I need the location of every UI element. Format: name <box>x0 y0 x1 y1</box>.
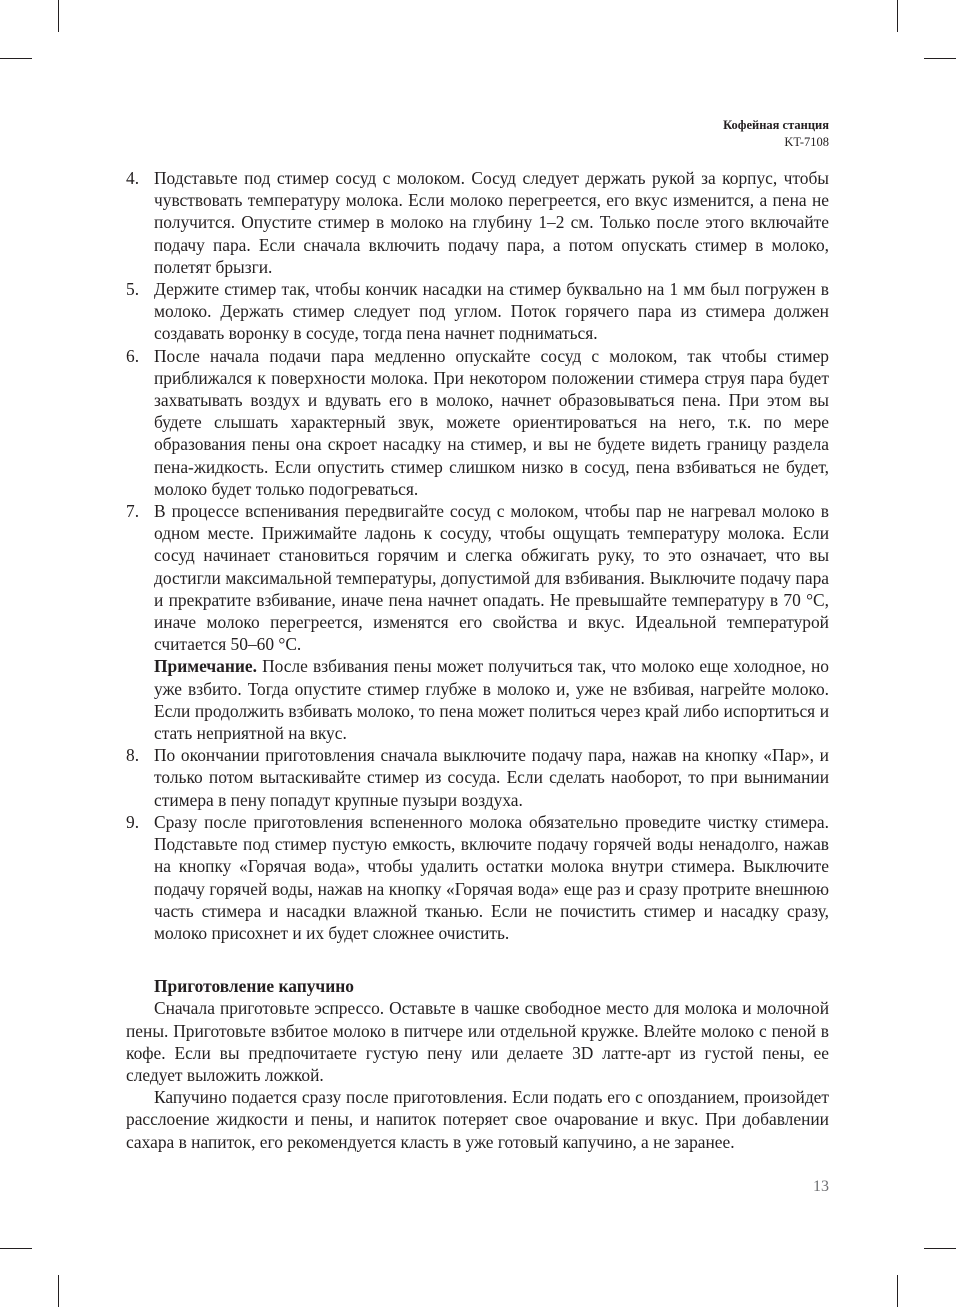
crop-mark-top-right-h <box>924 58 956 59</box>
header-model: KT-7108 <box>784 135 829 149</box>
step-text: Сразу после приготовления вспененного молока обязательно проведите чистку стимера. Подставьте под стимер пустую емкость, включите подачу горячей воды ненадолго, нажав на кнопку «Горячая вода», чтобы удалить остатки молока внутри стимера. Выключите подачу горячей воды, нажав на кнопку «Горячая вода» еще раз и сразу протрите внешнюю часть стимера и насадки влажной тканью. Если не почистить стимер и насадку сразу, молоко присохнет и их будет сложнее очистить. <box>154 811 829 943</box>
list-item <box>126 744 829 811</box>
step-text: В процессе вспенивания передвигайте сосуд с молоком, чтобы пар не нагревал молоко в одном месте. Прижимайте ладонь к сосуду, чтобы ощущать температуру молока. Если сосуд начинает становиться горячим и слегка обжигать руку, то это означает, что вы достигли максимальной температуры, допустимой для взбивания. Выключите подачу пара и прекратите взбивание, иначе пена начнет опадать. Не превышайте температуру в 70 °С, иначе молоко перегреется, изменятся его свойства и вкус. Идеальной температурой считается 50–60 °С. <box>154 501 829 655</box>
step-number: 7. <box>126 501 140 522</box>
crop-mark-bottom-left <box>58 1275 59 1307</box>
crop-mark-bottom-left-h <box>0 1248 32 1249</box>
page-content <box>126 167 829 1153</box>
crop-mark-bottom-right-h <box>924 1248 956 1249</box>
list-item <box>126 500 829 744</box>
header-title: Кофейная станция <box>723 118 829 132</box>
step-number: 4. <box>126 168 140 188</box>
step-number: 9. <box>126 811 140 832</box>
crop-mark-top-left-h <box>0 58 32 59</box>
list-item <box>126 345 829 500</box>
step-number: 5. <box>126 279 140 300</box>
list-item <box>126 167 829 278</box>
step-text: Подставьте под стимер сосуд с молоком. Сосуд следует держать рукой за корпус, чтобы чувствовать температуру молока. Если молоко перегреется, его вкус изменится, а пена не получится. Опустите стимер в молоко на глубину 1–2 см. Только после этого включайте подачу пара. Если сначала включить подачу пара, а потом опускать стимер в молоко, полетят брызги. <box>154 168 829 277</box>
step-text: По окончании приготовления сначала выключите подачу пара, нажав на кнопку «Пар», и только потом вытаскивайте стимер из сосуда. Если сделать наоборот, то при вынимании стимера в пену попадут крупные пузыри воздуха. <box>154 745 829 810</box>
paragraph: Сначала приготовьте эспрессо. Оставьте в чашке свободное место для молока и молочной пены. Приготовьте взбитое молоко в питчере или отдельной кружке. Влейте молоко с пеной в кофе. Если вы предпочитаете густую пену или делаете 3D латте-арт из густой пены, ее следует выложить ложкой. <box>126 998 829 1085</box>
note-text: После взбивания пены может получиться так, что молоко еще холодное, но уже взбито. Тогда опустите стимер глубже в молоко и, уже не взбивая, нагрейте молоко. Если продолжить взбивать молоко, то пена может политься через край либо испортиться и стать неприятной на вкус. <box>154 656 829 744</box>
step-text: После начала подачи пара медленно опускайте сосуд с молоком, так чтобы стимер приближался к поверхности молока. При некотором положении стимера струя пара будет захватывать воздух и вдувать его в молоко, начнет образовываться пена. При этом вы будете слышать характерный звук, можете ориентироваться на него, т.к. по мере образования пены она скроет насадку на стимер, и вы не будете видеть границу раздела пена-жидкость. Если опустить стимер слишком низко в сосуд, пена взбиваться не будет, молоко будет только подогреваться. <box>154 345 829 499</box>
step-text: Держите стимер так, чтобы кончик насадки на стимер буквально на 1 мм был погружен в молоко. Держать стимер следует под углом. Поток горячего пара из стимера должен создавать воронку в сосуде, тогда пена начнет подниматься. <box>154 279 829 344</box>
list-item <box>126 278 829 345</box>
section-title: Приготовление капучино <box>154 976 354 997</box>
crop-mark-top-left <box>58 0 59 32</box>
step-number: 6. <box>126 345 140 366</box>
list-item <box>126 811 829 944</box>
crop-mark-bottom-right <box>897 1275 898 1307</box>
note-label: Примечание. <box>154 656 257 677</box>
steps-list <box>126 167 829 944</box>
page-number: 13 <box>813 1178 829 1195</box>
paragraph: Капучино подается сразу после приготовления. Если подать его с опозданием, произойдет расслоение жидкости и пены, и напиток потеряет свое очарование и вкус. При добавлении сахара в напиток, его рекомендуется класть в уже готовый капучино, а не заранее. <box>126 1087 829 1152</box>
step-note <box>154 655 829 744</box>
step-number: 8. <box>126 745 140 766</box>
running-header <box>723 117 829 151</box>
crop-mark-top-right <box>897 0 898 32</box>
